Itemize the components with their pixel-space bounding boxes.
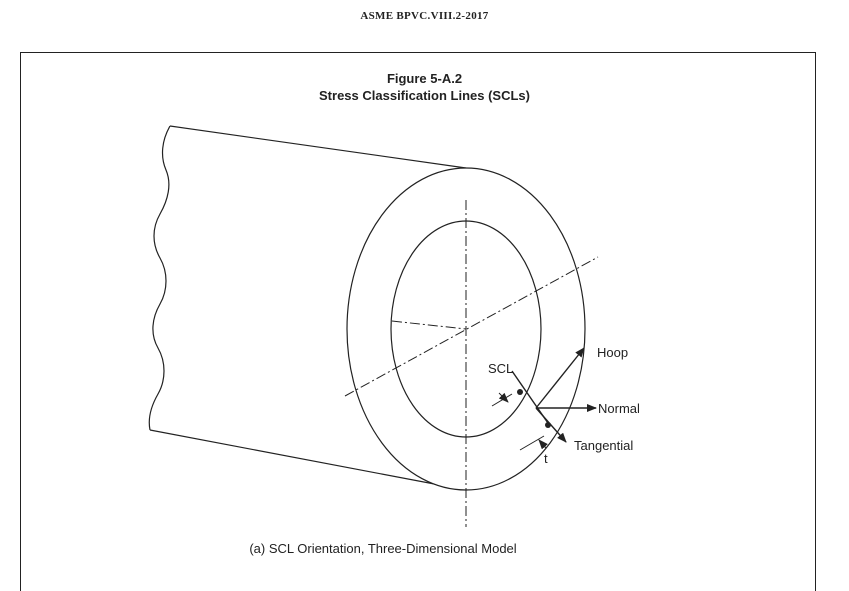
scl-inner-point bbox=[517, 389, 523, 395]
tangential-label: Tangential bbox=[574, 438, 634, 453]
figure-number: Figure 5-A.2 bbox=[386, 71, 463, 86]
normal-label: Normal bbox=[598, 401, 640, 416]
thickness-label: t bbox=[544, 451, 548, 466]
running-header: ASME BPVC.VIII.2-2017 bbox=[360, 10, 489, 22]
pipe-break-line bbox=[149, 126, 170, 430]
scl-label: SCL bbox=[488, 361, 514, 376]
figure-caption: (a) SCL Orientation, Three-Dimensional Model bbox=[249, 541, 517, 556]
figure-title: Stress Classification Lines (SCLs) bbox=[319, 88, 530, 103]
pipe-top-edge bbox=[170, 126, 466, 168]
hoop-label: Hoop bbox=[597, 345, 629, 360]
